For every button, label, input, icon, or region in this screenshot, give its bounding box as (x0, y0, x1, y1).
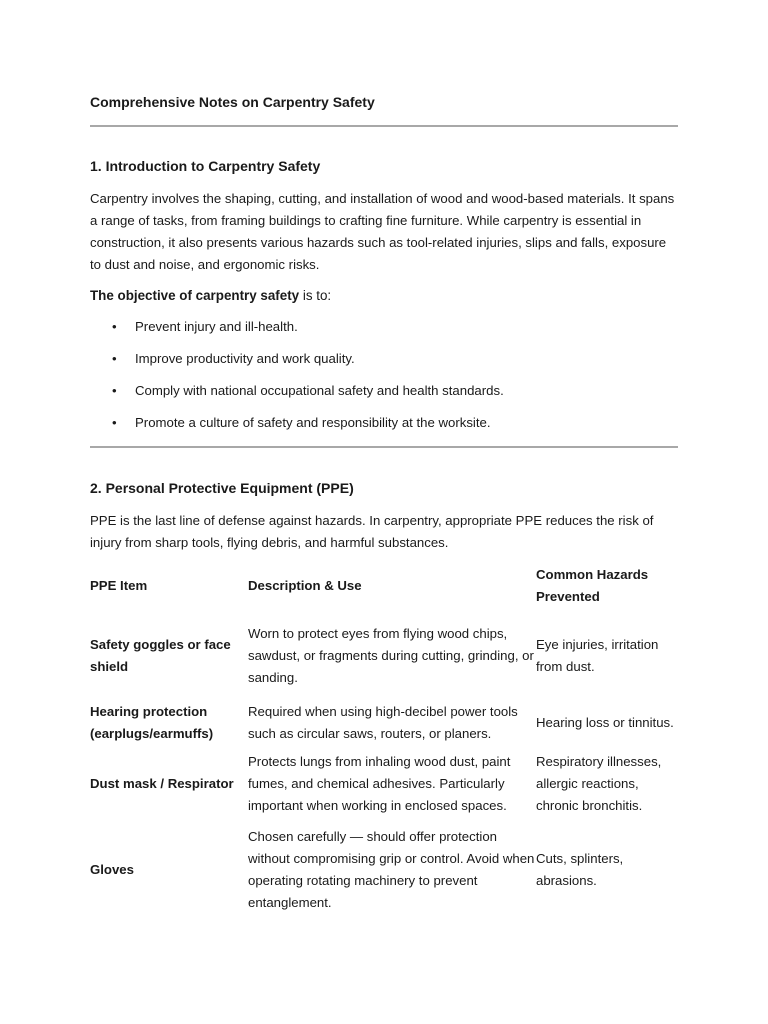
table-row (90, 820, 678, 920)
objective-statement (90, 285, 680, 307)
section-2-paragraph: PPE is the last line of defense against hazards. In carpentry, appropriate PPE reduces the risk of injury from sharp tools, flying debris, and harmful substances. (90, 513, 654, 550)
description-cell: Chosen carefully — should offer protection without compromising grip or control. Avoid when operating rotating machinery to prevent entanglement. (248, 829, 535, 910)
section-1-heading: 1. Introduction to Carpentry Safety (90, 158, 321, 174)
horizontal-rule (90, 125, 678, 127)
document-title: Comprehensive Notes on Carpentry Safety (90, 94, 375, 110)
hazards-cell: Eye injuries, irritation from dust. (536, 637, 659, 674)
table-row (90, 698, 678, 748)
list-item-text: Comply with national occupational safety and health standards. (135, 383, 504, 398)
hazards-cell: Cuts, splinters, abrasions. (536, 851, 624, 888)
objective-rest-text: is to: (299, 288, 332, 303)
table-row (90, 748, 678, 820)
ppe-table (90, 562, 678, 920)
description-cell: Protects lungs from inhaling wood dust, paint fumes, and chemical adhesives. Particularly important when working in enclosed spaces. (248, 754, 511, 813)
hazards-cell: Respiratory illnesses, allergic reactions, chronic bronchitis. (536, 754, 662, 813)
objective-bold-text: The objective of carpentry safety (90, 288, 300, 303)
column-header-hazards: Common Hazards Prevented (536, 567, 649, 604)
list-item (90, 412, 504, 444)
table-row (90, 610, 678, 698)
ppe-item-cell: Hearing protection (earplugs/earmuffs) (90, 704, 214, 741)
list-item (90, 316, 504, 348)
column-header-ppe-item: PPE Item (90, 578, 148, 593)
objective-list (90, 316, 504, 444)
list-item (90, 380, 504, 412)
bullet-icon: • (112, 383, 117, 398)
bullet-icon: • (112, 319, 117, 334)
table-header-row (90, 562, 678, 610)
list-item (90, 348, 504, 380)
column-header-description: Description & Use (248, 578, 362, 593)
ppe-item-cell: Safety goggles or face shield (90, 637, 231, 674)
ppe-item-cell: Gloves (90, 862, 134, 877)
list-item-text: Prevent injury and ill-health. (135, 319, 298, 334)
description-cell: Worn to protect eyes from flying wood chips, sawdust, or fragments during cutting, grinding, or sanding. (248, 626, 534, 685)
list-item-text: Promote a culture of safety and responsibility at the worksite. (135, 415, 491, 430)
description-cell: Required when using high-decibel power tools such as circular saws, routers, or planers. (248, 704, 518, 741)
bullet-icon: • (112, 415, 117, 430)
hazards-cell: Hearing loss or tinnitus. (536, 715, 674, 730)
horizontal-rule (90, 446, 678, 448)
ppe-item-cell: Dust mask / Respirator (90, 776, 234, 791)
list-item-text: Improve productivity and work quality. (135, 351, 355, 366)
bullet-icon: • (112, 351, 117, 366)
section-1-paragraph: Carpentry involves the shaping, cutting, and installation of wood and wood-based materials. It spans a range of tasks, from framing buildings to crafting fine furniture. While carpentry is essential in construction, it also presents various hazards such as tool-related injuries, slips and falls, exposure to dust and noise, and ergonomic risks. (90, 191, 675, 272)
section-2-heading: 2. Personal Protective Equipment (PPE) (90, 480, 354, 496)
